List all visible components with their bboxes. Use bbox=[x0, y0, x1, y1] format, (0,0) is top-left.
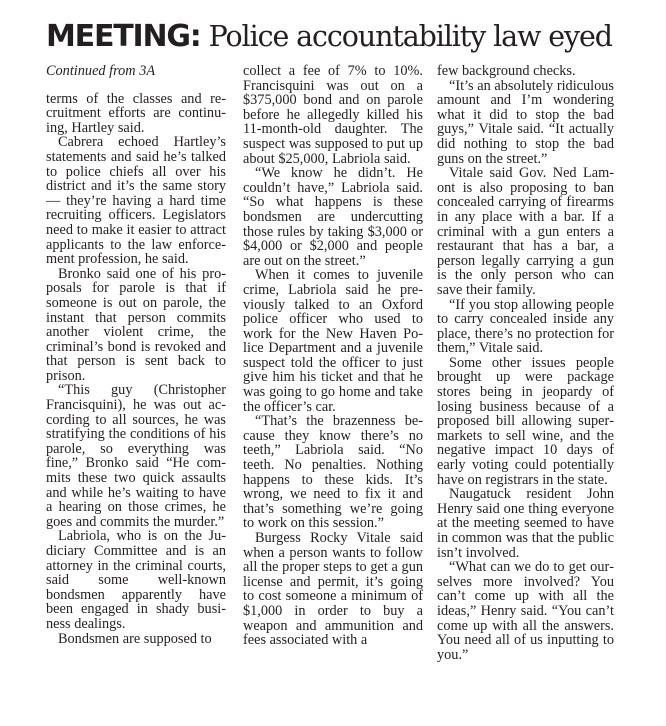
paragraph: “What can we do to get ourselves more involved? You can’t come up with all the ideas,” Henry said. “You can’t come up with all the answers. You need all of us inputting to you.” bbox=[437, 559, 614, 663]
paragraph: When it comes to juvenile crime, Labriola said he previously talked to an Oxford police officer who used to work for the New Haven Police Department and a juvenile suspect told the officer to just give him his ticket and that he was going to go home and take the officer’s car. bbox=[243, 267, 423, 415]
paragraph: collect a fee of 7% to 10%. Francisquini was out on a $375,000 bond and on parole before he allegedly killed his 11-month-old daughter. The suspect was supposed to put up about $25,000, Labriola said. bbox=[243, 63, 423, 167]
article-column-2 bbox=[243, 64, 423, 648]
paragraph: “We know he didn’t. He couldn’t have,” Labriola said. “So what happens is these bondsmen are undercutting those rules by taking $3,000 or $4,000 or $2,000 and people are out on the street.” bbox=[243, 165, 423, 269]
headline-title: Police accountability law eyed bbox=[200, 20, 612, 53]
paragraph: “If you stop allowing people to carry concealed inside any place, there’s no protection for them,” Vitale said. bbox=[437, 296, 614, 357]
paragraph: Burgess Rocky Vitale said when a person wants to follow all the proper steps to get a gun license and permit, it’s going to cost someone a minimum of $1,000 in order to buy a weapon and ammunition and fees associated with a bbox=[243, 530, 423, 649]
paragraph: Some other issues people brought up were package stores being in jeopardy of losing business because of a proposed bill allowing supermarkets to sell wine, and the negative impact 10 days of early voting could potentially have on registrars in the state. bbox=[437, 354, 614, 488]
paragraph: Cabrera echoed Hartley’s statements and said he’s talked to police chiefs all over his district and it’s the same story — they’re having a hard time recruiting officers. Legislators need to make it easier to attract applicants to the law enforcement profession, he said. bbox=[46, 134, 226, 268]
paragraph: Bronko said one of his proposals for parole is that if someone is out on parole, the instant that person commits another violent crime, the criminal’s bond is revoked and that person is sent back to prison. bbox=[46, 265, 226, 384]
article-column-3 bbox=[437, 64, 614, 662]
paragraph: “It’s an absolutely ridiculous amount and I’m wondering what it did to stop the bad guys,” Vitale said. “It actually did nothing to stop the bad guns on the street.” bbox=[437, 77, 614, 167]
headline bbox=[46, 17, 626, 62]
article-column-1 bbox=[46, 64, 226, 646]
paragraph: Vitale said Gov. Ned Lamont is also proposing to ban concealed carrying of firearms in any place with a bar. If a criminal with a gun enters a restaurant that has a bar, a person legally carrying a gun is the only person who can save their family. bbox=[437, 165, 614, 298]
paragraph: few background checks. bbox=[437, 63, 576, 79]
paragraph: Bondsmen are supposed to bbox=[58, 630, 212, 647]
headline-kicker: MEETING: bbox=[46, 19, 201, 54]
paragraph: terms of the classes and recruitment efforts are continuing, Hartley said. bbox=[46, 90, 226, 136]
jump-line: Continued from 3A bbox=[46, 63, 156, 79]
paragraph: Naugatuck resident John Henry said one thing everyone at the meeting seemed to have in common was that the public isn’t involved. bbox=[437, 486, 614, 561]
paragraph: Labriola, who is on the Judiciary Committee and is an attorney in the criminal courts, said some well-known bondsmen apparently have been engaged in shady business dealings. bbox=[46, 528, 226, 632]
paragraph: “That’s the brazenness because they know there’s no teeth,” Labriola said. “No teeth. No penalties. Nothing happens to these kids. It’s wrong, we need to fix it and that’s something we’re going to work on this session.” bbox=[243, 413, 423, 532]
paragraph: “This guy (Christopher Francisquini), he was out according to all sources, he was stratifying the conditions of his parole, so everything was fine,” Bronko said “He commits these two quick assaults and while he’s waiting to have a hearing on those crimes, he goes and commits the murder.” bbox=[46, 382, 226, 530]
